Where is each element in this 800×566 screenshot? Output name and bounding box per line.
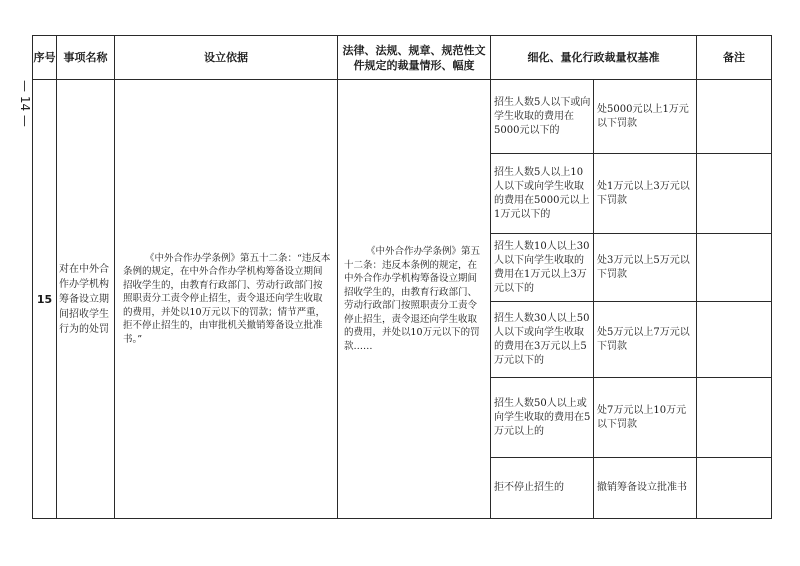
level-remark xyxy=(697,234,772,302)
header-row xyxy=(33,36,772,80)
header-standard: 细化、量化行政裁量权基准 xyxy=(491,36,697,80)
level-remark xyxy=(697,458,772,519)
level-condition: 拒不停止招生的 xyxy=(491,458,594,519)
row-basis-text: 《中外合作办学条例》第五十二条：“违反本条例的规定，在中外合作办学机构筹备设立期间招收学生的，由教育行政部门、劳动行政部门按照职责分工责令停止招生，责令退还向学生收取的费用，并处以10万元以下的罚款；情节严重，拒不停止招生的，由审批机关撤销筹备设立批准书。” xyxy=(123,252,331,345)
level-penalty: 处5000元以上1万元以下罚款 xyxy=(594,80,697,154)
row-law-scope xyxy=(338,80,491,519)
page-number: — 14 — xyxy=(18,80,32,127)
header-basis: 设立依据 xyxy=(115,36,338,80)
level-remark xyxy=(697,378,772,458)
row-basis xyxy=(115,80,338,519)
level-penalty: 处1万元以上3万元以下罚款 xyxy=(594,154,697,234)
level-penalty: 处7万元以上10万元以下罚款 xyxy=(594,378,697,458)
level-penalty: 撤销筹备设立批准书 xyxy=(594,458,697,519)
level-condition: 招生人数30人以上50人以下或向学生收取的费用在3万元以上5万元以下的 xyxy=(491,302,594,378)
row-seq: 15 xyxy=(33,80,57,519)
row-item-name: 对在中外合作办学机构筹备设立期间招收学生行为的处罚 xyxy=(57,80,115,519)
header-remarks: 备注 xyxy=(697,36,772,80)
level-remark xyxy=(697,154,772,234)
level-condition: 招生人数10人以上30人以下向学生收取的费用在1万元以上3万元以下的 xyxy=(491,234,594,302)
level-condition: 招生人数5人以上10人以下或向学生收取的费用在5000元以上1万元以下的 xyxy=(491,154,594,234)
level-penalty: 处5万元以上7万元以下罚款 xyxy=(594,302,697,378)
penalty-standard-table xyxy=(32,35,772,519)
header-law-scope: 法律、法规、规章、规范性文件规定的裁量情形、幅度 xyxy=(338,36,491,80)
level-remark xyxy=(697,80,772,154)
level-remark xyxy=(697,302,772,378)
level-condition: 招生人数50人以上或向学生收取的费用在5万元以上的 xyxy=(491,378,594,458)
header-item-name: 事项名称 xyxy=(57,36,115,80)
level-condition: 招生人数5人以下或向学生收取的费用在5000元以下的 xyxy=(491,80,594,154)
header-seq: 序号 xyxy=(33,36,57,80)
level-penalty: 处3万元以上5万元以下罚款 xyxy=(594,234,697,302)
row-law-scope-text: 《中外合作办学条例》第五十二条：违反本条例的规定，在中外合作办学机构筹备设立期间招收学生的，由教育行政部门、劳动行政部门按照职责分工责令停止招生，责令退还向学生收取的费用，并处以10万元以下的罚款…… xyxy=(344,246,481,352)
table-row xyxy=(33,80,772,154)
